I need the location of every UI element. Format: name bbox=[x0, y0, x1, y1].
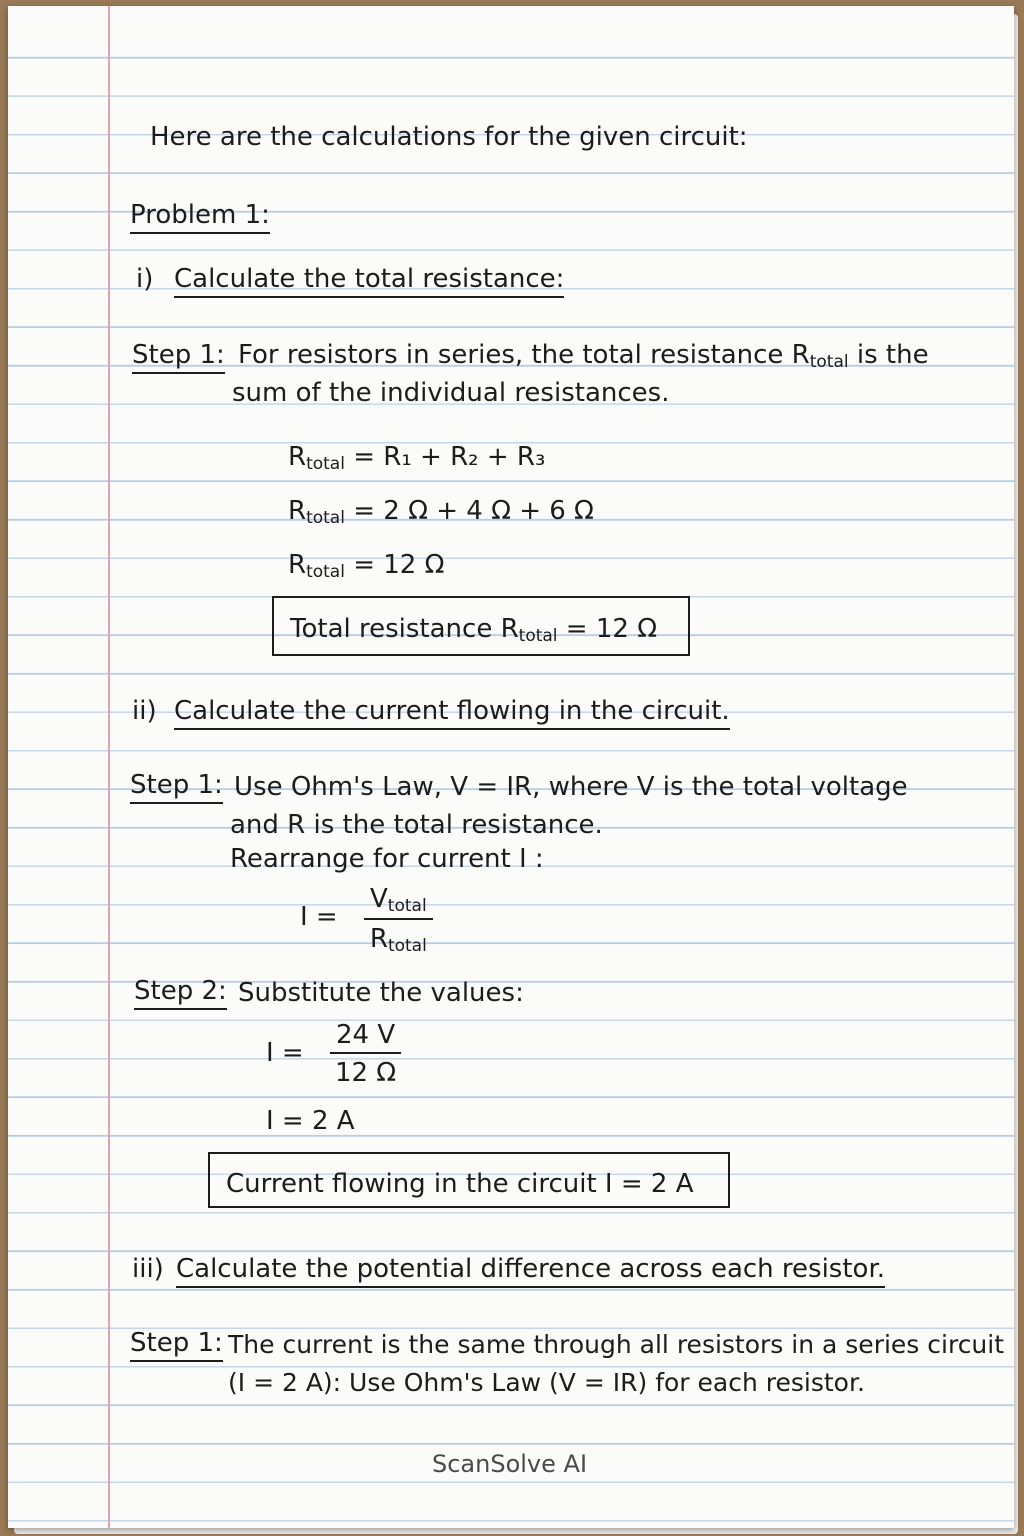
part1-heading: Calculate the total resistance: bbox=[174, 266, 564, 298]
part2-answer-line: I = 2 A bbox=[266, 1106, 355, 1136]
part1-number: i) bbox=[136, 264, 154, 294]
margin-line bbox=[108, 6, 110, 1528]
part3-step1-label: Step 1: bbox=[130, 1330, 223, 1362]
part2-step1-line2: and R is the total resistance. bbox=[230, 810, 603, 840]
part1-equation-1: $R_{total} = R_1 + R_2 + R_3$ bbox=[288, 442, 546, 474]
part2-heading: Calculate the current flowing in the circuit. bbox=[174, 698, 730, 730]
part1-step1-line1: For resistors in series, the total resistance $R_{total}$ is the bbox=[238, 340, 929, 372]
intro-text: Here are the calculations for the given circuit: bbox=[150, 122, 748, 152]
part2-formula-fraction bbox=[364, 884, 433, 956]
part3-step1-line2: (I = 2 A): Use Ohm's Law (V = IR) for each resistor. bbox=[228, 1368, 865, 1397]
part2-step1-line1: Use Ohm's Law, V = IR, where V is the total voltage bbox=[234, 772, 908, 802]
formula-denominator: $R_{total}$ bbox=[369, 924, 427, 956]
part1-step1-line2: sum of the individual resistances. bbox=[232, 378, 670, 408]
part3-heading: Calculate the potential difference across each resistor. bbox=[176, 1256, 885, 1288]
part3-step1-line1: The current is the same through all resistors in a series circuit bbox=[228, 1330, 1005, 1359]
notebook-page bbox=[8, 6, 1014, 1528]
part2-substitution-fraction bbox=[330, 1020, 401, 1088]
substitution-numerator: 24 V bbox=[330, 1020, 401, 1054]
part1-result-box bbox=[272, 596, 690, 656]
part1-equation-2: $R_{total} = 2$ Ω + 4 Ω + 6 Ω bbox=[288, 496, 594, 528]
part1-step1-label: Step 1: bbox=[132, 342, 225, 374]
part2-result-text: Current flowing in the circuit I = 2 A bbox=[226, 1169, 694, 1199]
footer-brand: ScanSolve AI bbox=[432, 1450, 588, 1478]
part2-number: ii) bbox=[132, 696, 157, 726]
part2-step2-label: Step 2: bbox=[134, 978, 227, 1010]
part2-step1-line3: Rearrange for current I : bbox=[230, 844, 544, 874]
substitution-denominator: 12 Ω bbox=[334, 1058, 397, 1088]
problem-heading: Problem 1: bbox=[130, 202, 270, 234]
part2-result-box bbox=[208, 1152, 730, 1208]
part2-step2-text: Substitute the values: bbox=[238, 978, 524, 1008]
part2-formula-lhs: I = bbox=[300, 902, 338, 932]
formula-numerator: $V_{total}$ bbox=[364, 884, 433, 920]
part2-step1-label: Step 1: bbox=[130, 772, 223, 804]
part1-equation-3: $R_{total} = 12$ Ω bbox=[288, 550, 445, 582]
part3-number: iii) bbox=[132, 1254, 164, 1284]
part2-substitution-lhs: I = bbox=[266, 1038, 304, 1068]
part1-result-text: Total resistance $R_{total} = 12$ Ω bbox=[290, 614, 658, 646]
